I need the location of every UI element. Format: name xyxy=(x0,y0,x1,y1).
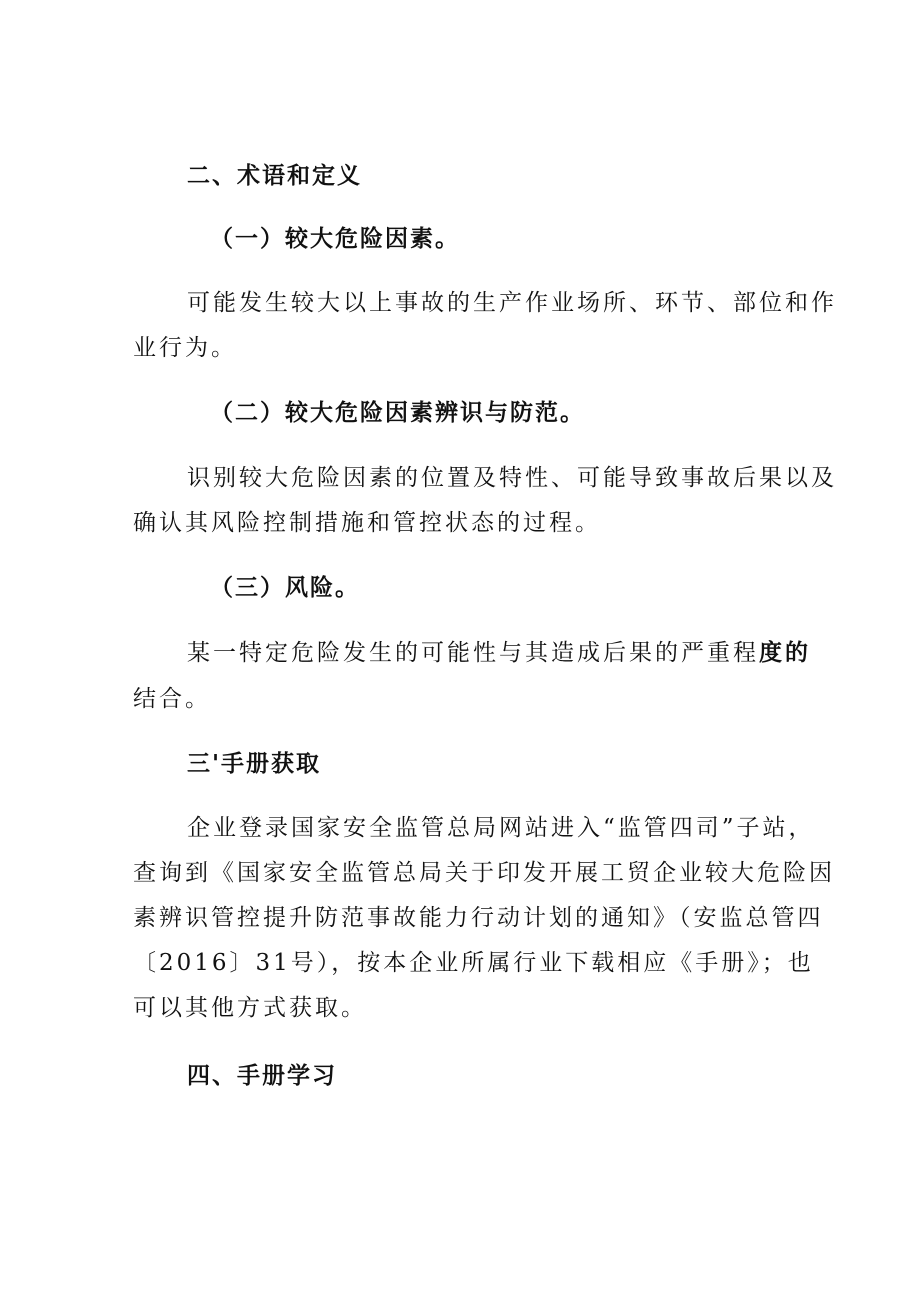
term-1-definition-line-1: 可能发生较大以上事故的生产作业场所、环节、部位和作 xyxy=(187,290,837,316)
acquire-line-4: 〔2016〕31号），按本企业所属行业下载相应《手册》；也 xyxy=(133,950,814,976)
term-3-title: （三）风险。 xyxy=(210,575,360,601)
acquire-line-5: 可以其他方式获取。 xyxy=(133,995,367,1021)
term-3-definition-normal: 某一特定危险发生的可能性与其造成后果的严重程 xyxy=(187,640,759,666)
term-1-definition-line-2: 业行为。 xyxy=(133,335,237,361)
section-heading-study: 四、手册学习 xyxy=(187,1063,337,1089)
acquire-line-2: 查询到《国家安全监管总局关于印发开展工贸企业较大危险因 xyxy=(133,860,835,886)
acquire-line-1: 企业登录国家安全监管总局网站进入“监管四司”子站， xyxy=(187,815,815,841)
acquire-line-3: 素辨识管控提升防范事故能力行动计划的通知》（安监总管四 xyxy=(133,905,824,931)
term-2-title: （二）较大危险因素辨识与防范。 xyxy=(210,400,585,426)
term-3-definition-line-2: 结合。 xyxy=(133,686,211,712)
term-2-definition-line-1: 识别较大危险因素的位置及特性、可能导致事故后果以及 xyxy=(187,465,837,491)
term-3-definition-line-1 xyxy=(187,637,920,669)
term-1-title: （一）较大危险因素。 xyxy=(210,226,460,252)
section-heading-terms: 二、术语和定义 xyxy=(187,163,362,189)
term-3-definition-bold: 度的 xyxy=(759,639,811,666)
term-2-definition-line-2: 确认其风险控制措施和管控状态的过程。 xyxy=(133,510,601,536)
section-heading-acquire: 三'手册获取 xyxy=(187,751,322,777)
